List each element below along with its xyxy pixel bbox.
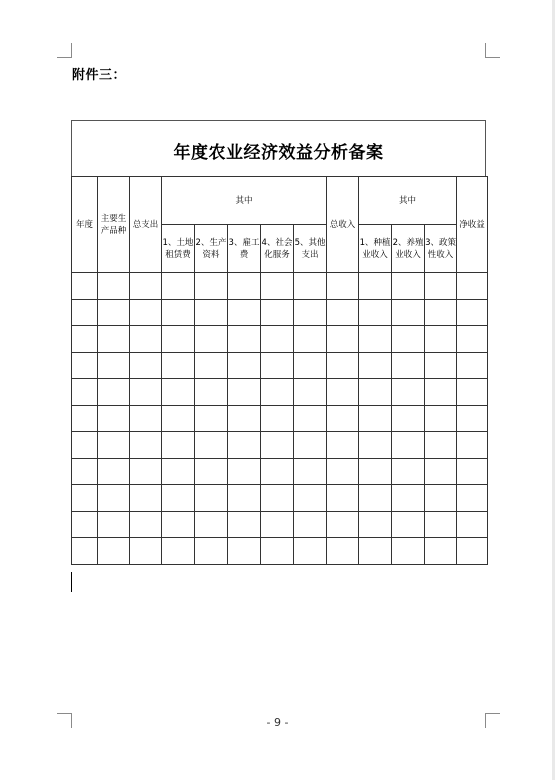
table-cell[interactable] <box>162 273 195 300</box>
attachment-label: 附件三： <box>72 68 127 83</box>
table-cell[interactable] <box>98 405 130 432</box>
table-cell[interactable] <box>359 511 392 538</box>
table-cell[interactable] <box>457 432 488 459</box>
table-cell[interactable] <box>327 352 359 379</box>
table-cell[interactable] <box>327 379 359 406</box>
table-cell[interactable] <box>195 379 228 406</box>
table-cell[interactable] <box>130 511 162 538</box>
table-cell[interactable] <box>130 326 162 353</box>
table-cell[interactable] <box>130 538 162 565</box>
table-title: 年度农业经济效益分析备案 <box>173 143 384 163</box>
crop-mark-top-right <box>485 43 500 58</box>
table-cell[interactable] <box>425 379 457 406</box>
table-row <box>72 405 488 432</box>
table-cell[interactable] <box>130 299 162 326</box>
table-cell[interactable] <box>457 273 488 300</box>
table-cell[interactable] <box>392 405 425 432</box>
table-cell[interactable] <box>425 352 457 379</box>
table-cell[interactable] <box>72 511 98 538</box>
table-cell[interactable] <box>359 352 392 379</box>
table-cell[interactable] <box>425 458 457 485</box>
table-cell[interactable] <box>195 511 228 538</box>
crop-mark-top-left <box>57 43 72 58</box>
table-cell[interactable] <box>359 326 392 353</box>
table-cell[interactable] <box>228 352 261 379</box>
table-cell[interactable] <box>457 511 488 538</box>
table-cell[interactable] <box>425 538 457 565</box>
table-cell[interactable] <box>72 352 98 379</box>
table-cell[interactable] <box>195 485 228 512</box>
table-cell[interactable] <box>98 538 130 565</box>
table-cell[interactable] <box>162 405 195 432</box>
table-row <box>72 432 488 459</box>
table-cell[interactable] <box>228 485 261 512</box>
table-cell[interactable] <box>392 379 425 406</box>
table-cell[interactable] <box>392 485 425 512</box>
table-cell[interactable] <box>294 326 327 353</box>
table-cell[interactable] <box>359 538 392 565</box>
table-cell[interactable] <box>130 379 162 406</box>
table-cell[interactable] <box>162 299 195 326</box>
table-cell[interactable] <box>195 326 228 353</box>
table-cell[interactable] <box>327 299 359 326</box>
table-cell[interactable] <box>195 273 228 300</box>
table-cell[interactable] <box>392 352 425 379</box>
table-cell[interactable] <box>130 405 162 432</box>
header-total-expense: 总支出 <box>130 177 162 273</box>
table-cell[interactable] <box>457 485 488 512</box>
header-net-income: 净收益 <box>457 177 488 273</box>
table-cell[interactable] <box>261 379 294 406</box>
table-cell[interactable] <box>228 326 261 353</box>
table-cell[interactable] <box>261 485 294 512</box>
header-breeding-income: 2、养殖业收入 <box>392 225 425 273</box>
table-cell[interactable] <box>425 405 457 432</box>
table-cell[interactable] <box>228 299 261 326</box>
table-cell[interactable] <box>195 432 228 459</box>
table-cell[interactable] <box>72 538 98 565</box>
table-cell[interactable] <box>130 352 162 379</box>
table-cell[interactable] <box>425 273 457 300</box>
table-row <box>72 538 488 565</box>
table-cell[interactable] <box>327 458 359 485</box>
table-cell[interactable] <box>294 485 327 512</box>
table-cell[interactable] <box>98 485 130 512</box>
header-year: 年度 <box>72 177 98 273</box>
table-cell[interactable] <box>98 511 130 538</box>
table-cell[interactable] <box>162 352 195 379</box>
header-main-product: 主要生产品种 <box>98 177 130 273</box>
header-other-expense: 5、其他支出 <box>294 225 327 273</box>
table-cell[interactable] <box>457 379 488 406</box>
table-cell[interactable] <box>98 326 130 353</box>
table-row <box>72 352 488 379</box>
table-cell[interactable] <box>425 432 457 459</box>
table-row <box>72 511 488 538</box>
table-cell[interactable] <box>327 432 359 459</box>
table-cell[interactable] <box>359 485 392 512</box>
table-cell[interactable] <box>294 538 327 565</box>
table-cell[interactable] <box>392 511 425 538</box>
table-cell[interactable] <box>228 458 261 485</box>
table-cell[interactable] <box>162 458 195 485</box>
table-cell[interactable] <box>72 326 98 353</box>
table-cell[interactable] <box>294 379 327 406</box>
table-cell[interactable] <box>457 299 488 326</box>
table-cell[interactable] <box>228 511 261 538</box>
header-land-rent: 1、土地租赁费 <box>162 225 195 273</box>
table-cell[interactable] <box>195 299 228 326</box>
table-cell[interactable] <box>392 432 425 459</box>
table-cell[interactable] <box>228 379 261 406</box>
header-policy-income: 3、政策性收入 <box>425 225 457 273</box>
table-row <box>72 485 488 512</box>
table-cell[interactable] <box>162 538 195 565</box>
table-cell[interactable] <box>294 273 327 300</box>
header-planting-income: 1、种植业收入 <box>359 225 392 273</box>
table-cell[interactable] <box>162 511 195 538</box>
header-total-income: 总收入 <box>327 177 359 273</box>
table-cell[interactable] <box>294 511 327 538</box>
table-cell[interactable] <box>261 299 294 326</box>
table-cell[interactable] <box>359 432 392 459</box>
table-cell[interactable] <box>457 538 488 565</box>
table-cell[interactable] <box>72 379 98 406</box>
table-cell[interactable] <box>359 299 392 326</box>
table-cell[interactable] <box>72 485 98 512</box>
table-cell[interactable] <box>327 273 359 300</box>
table-cell[interactable] <box>327 485 359 512</box>
table-cell[interactable] <box>457 352 488 379</box>
table-title-box <box>71 120 486 176</box>
table-cell[interactable] <box>457 326 488 353</box>
table-cell[interactable] <box>162 432 195 459</box>
table-cell[interactable] <box>162 379 195 406</box>
table-cell[interactable] <box>72 273 98 300</box>
table-cell[interactable] <box>130 485 162 512</box>
table-cell[interactable] <box>359 458 392 485</box>
table-cell[interactable] <box>457 405 488 432</box>
table-cell[interactable] <box>130 273 162 300</box>
table-cell[interactable] <box>228 538 261 565</box>
table-cell[interactable] <box>392 458 425 485</box>
table-cell[interactable] <box>228 273 261 300</box>
header-income-group: 其中 <box>359 177 457 225</box>
table-cell[interactable] <box>359 379 392 406</box>
table-cell[interactable] <box>261 538 294 565</box>
table-cell[interactable] <box>294 458 327 485</box>
table-cell[interactable] <box>327 511 359 538</box>
table-cell[interactable] <box>261 405 294 432</box>
table-cell[interactable] <box>392 538 425 565</box>
table-cell[interactable] <box>327 405 359 432</box>
table-cell[interactable] <box>195 538 228 565</box>
table-cell[interactable] <box>162 326 195 353</box>
table-cell[interactable] <box>261 511 294 538</box>
table-cell[interactable] <box>72 432 98 459</box>
table-cell[interactable] <box>327 326 359 353</box>
table-cell[interactable] <box>130 432 162 459</box>
table-cell[interactable] <box>228 432 261 459</box>
table-row <box>72 379 488 406</box>
table-cell[interactable] <box>294 405 327 432</box>
analysis-table <box>71 176 488 565</box>
table-row <box>72 326 488 353</box>
header-expense-group: 其中 <box>162 177 327 225</box>
table-cell[interactable] <box>261 458 294 485</box>
header-labor-cost: 3、雇工费 <box>228 225 261 273</box>
table-cell[interactable] <box>457 458 488 485</box>
table-cell[interactable] <box>392 326 425 353</box>
table-cell[interactable] <box>425 511 457 538</box>
table-cell[interactable] <box>195 405 228 432</box>
table-row <box>72 273 488 300</box>
table-cell[interactable] <box>392 273 425 300</box>
table-cell[interactable] <box>195 458 228 485</box>
table-cell[interactable] <box>261 273 294 300</box>
header-production-materials: 2、生产资料 <box>195 225 228 273</box>
table-cell[interactable] <box>294 432 327 459</box>
table-cell[interactable] <box>72 405 98 432</box>
table-cell[interactable] <box>294 299 327 326</box>
table-cell[interactable] <box>261 352 294 379</box>
table-cell[interactable] <box>261 326 294 353</box>
table-cell[interactable] <box>72 299 98 326</box>
table-cell[interactable] <box>98 379 130 406</box>
table-row <box>72 299 488 326</box>
table-cell[interactable] <box>359 405 392 432</box>
table-cell[interactable] <box>392 299 425 326</box>
table-cell[interactable] <box>130 458 162 485</box>
table-cell[interactable] <box>98 458 130 485</box>
table-cell[interactable] <box>195 352 228 379</box>
text-cursor <box>71 572 72 592</box>
table-cell[interactable] <box>425 326 457 353</box>
table-cell[interactable] <box>359 273 392 300</box>
table-cell[interactable] <box>294 352 327 379</box>
table-cell[interactable] <box>72 458 98 485</box>
header-row-1 <box>72 177 488 225</box>
table-cell[interactable] <box>228 405 261 432</box>
table-cell[interactable] <box>98 273 130 300</box>
table-cell[interactable] <box>162 485 195 512</box>
table-cell[interactable] <box>98 352 130 379</box>
header-social-services: 4、社会化服务 <box>261 225 294 273</box>
table-cell[interactable] <box>425 485 457 512</box>
page-number: - 9 - <box>266 716 289 729</box>
table-cell[interactable] <box>425 299 457 326</box>
table-row <box>72 458 488 485</box>
table-cell[interactable] <box>327 538 359 565</box>
table-cell[interactable] <box>98 432 130 459</box>
table-cell[interactable] <box>261 432 294 459</box>
table-cell[interactable] <box>98 299 130 326</box>
